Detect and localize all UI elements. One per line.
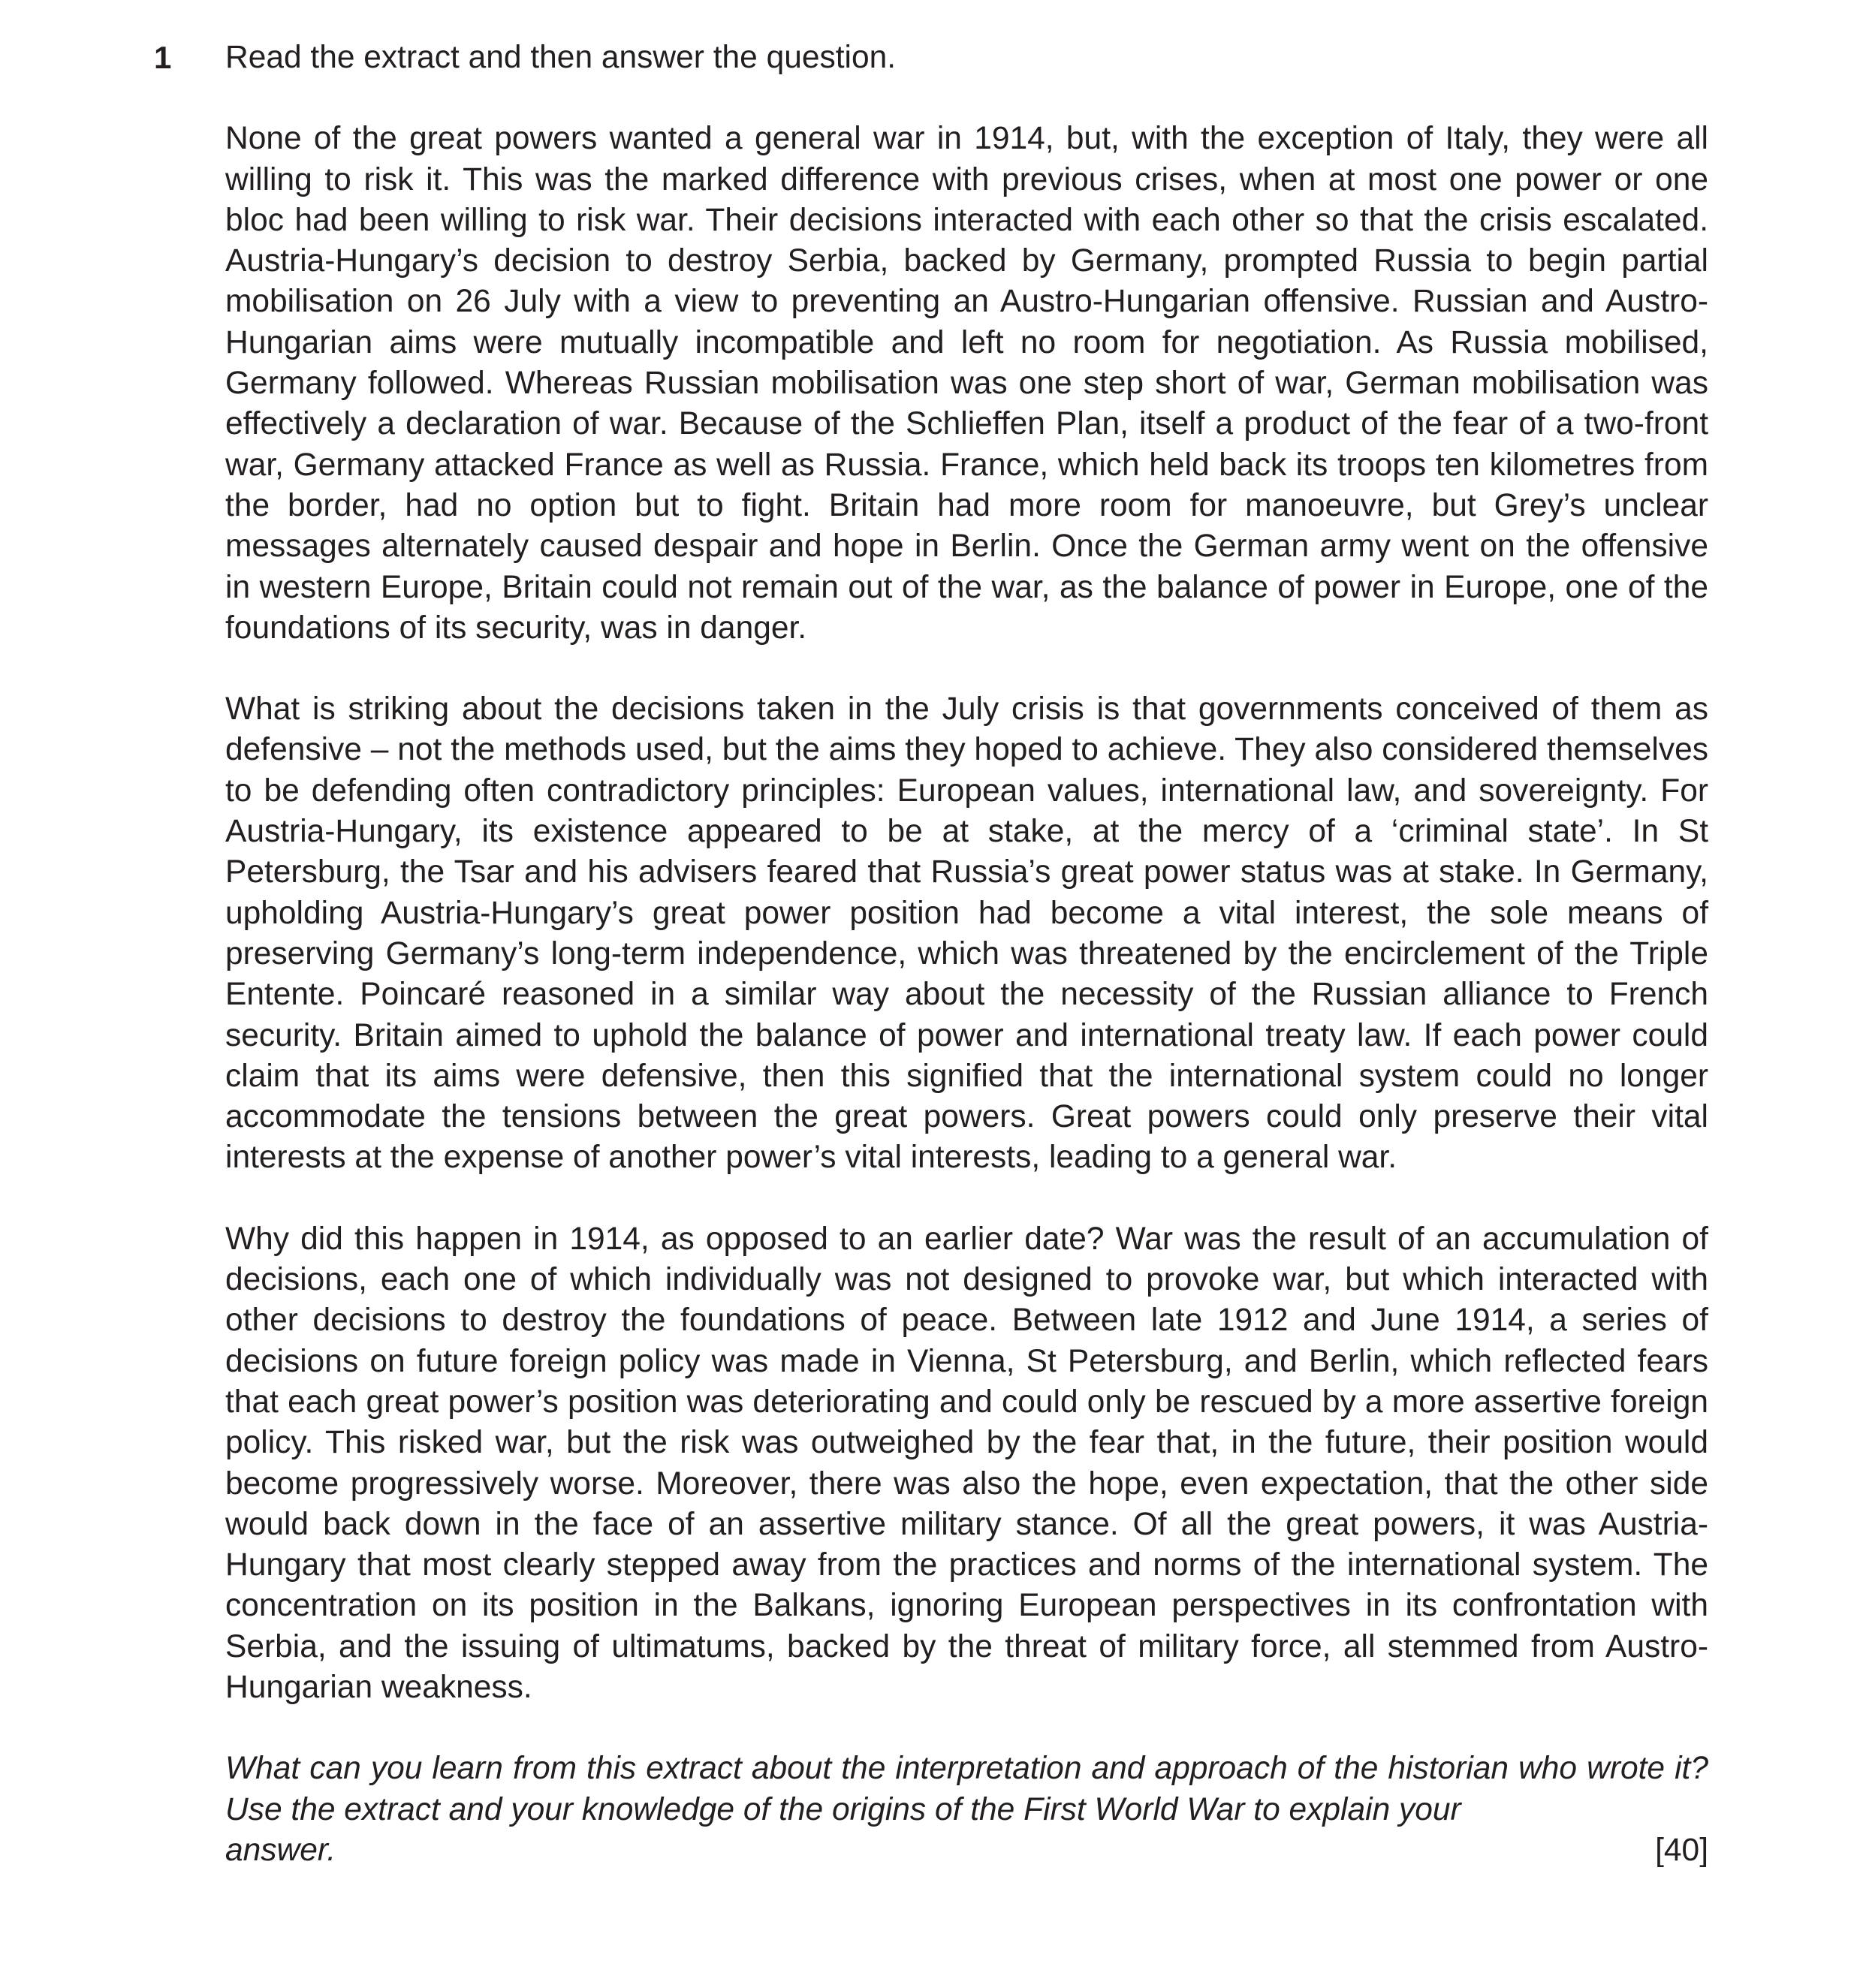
extract-paragraph-1: None of the great powers wanted a general war in 1914, but, with the exception of Italy, they were all willing to risk it. This was the marked difference with previous crises, when at most one power or one bloc had been willing to risk war. Their decisions interacted with each other so that the crisis escalated. Austria-Hungary’s decision to destroy Serbia, backed by Germany, prompted Russia to begin partial mobilisation on 26 July with a view to preventing an Austro-Hungarian offensive. Russian and Austro-Hungarian aims were mutually incompatible and left no room for negotiation. As Russia mobilised, Germany followed. Whereas Russian mobilisation was one step short of war, German mobilisation was effectively a declaration of war. Because of the Schlieffen Plan, itself a product of the fear of a two-front war, Germany attacked France as well as Russia. France, which held back its troops ten kilometres from the border, had no option but to fight. Britain had more room for manoeuvre, but Grey’s unclear messages alternately caused despair and hope in Berlin. Once the German army went on the offensive in western Europe, Britain could not remain out of the war, as the balance of power in Europe, one of the foundations of its security, was in danger. — [225, 121, 1708, 646]
question-prompt-last-word: answer. — [225, 1832, 336, 1868]
question-prompt — [225, 1749, 1708, 1871]
extract-paragraph-3: Why did this happen in 1914, as opposed to an earlier date? War was the result of an accumulation of decisions, each one of which individually was not designed to provoke war, but which interacted with other decisions to destroy the foundations of peace. Between late 1912 and June 1914, a series of decisions on future foreign policy was made in Vienna, St Petersburg, and Berlin, which reflected fears that each great power’s position was deteriorating and could only be rescued by a more assertive foreign policy. This risked war, but the risk was outweighed by the fear that, in the future, their position would become progressively worse. Moreover, there was also the hope, even expectation, that the other side would back down in the face of an assertive military stance. Of all the great powers, it was Austria-Hungary that most clearly stepped away from the practices and norms of the international system. The concentration on its position in the Balkans, ignoring European perspectives in its confrontation with Serbia, and the issuing of ultimatums, backed by the threat of military force, all stemmed from Austro-Hungarian weakness. — [225, 1221, 1708, 1705]
question-prompt-text: What can you learn from this extract about the interpretation and approach of the historian who wrote it? Use the extract and your knowledge of the origins of the First World War to explain your — [225, 1751, 1708, 1827]
extract — [225, 119, 1708, 1708]
question-number: 1 — [154, 40, 172, 75]
question-prompt-last-line — [225, 1830, 1708, 1871]
question-instruction: Read the extract and then answer the question. — [225, 40, 897, 75]
extract-paragraph-2: What is striking about the decisions taken in the July crisis is that governments conceived of them as defensive – not the methods used, but the aims they hoped to achieve. They also considered themselves to be defending often contradictory principles: European values, international law, and sovereignty. For Austria-Hungary, its existence appeared to be at stake, at the mercy of a ‘criminal state’. In St Petersburg, the Tsar and his advisers feared that Russia’s great power status was at stake. In Germany, upholding Austria-Hungary’s great power position had become a vital interest, the sole means of preserving Germany’s long-term independence, which was threatened by the encirclement of the Triple Entente. Poincaré reasoned in a similar way about the necessity of the Russian alliance to French security. Britain aimed to uphold the balance of power and international treaty law. If each power could claim that its aims were defensive, then this signified that the international system could no longer accommodate the tensions between the great powers. Great powers could only preserve their vital interests at the expense of another power’s vital interests, leading to a general war. — [225, 691, 1708, 1176]
marks-label: [40] — [1655, 1832, 1708, 1868]
question-content — [225, 38, 1708, 1871]
